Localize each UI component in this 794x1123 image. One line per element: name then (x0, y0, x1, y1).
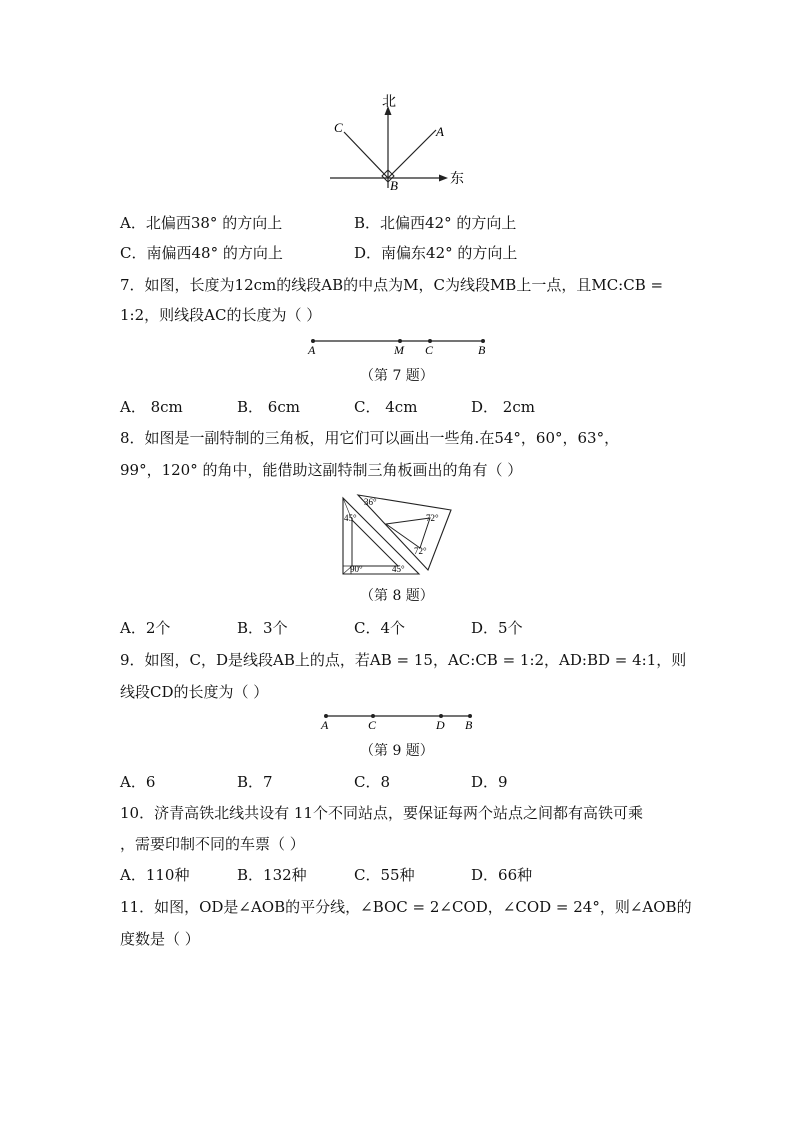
q8-option-d: D．5个 (471, 619, 523, 637)
q9-point-c: C (368, 718, 377, 732)
angle-label-90: 90° (350, 564, 363, 574)
q6-option-a: A．北偏西38° 的方向上 (120, 214, 283, 232)
point-c-label: C (334, 120, 343, 135)
q7-option-a: A． 8cm (120, 398, 183, 416)
q9-point-b: B (465, 718, 473, 732)
q7-text-line1: 7．如图，长度为12cm的线段AB的中点为M，C为线段MB上一点，且MC:CB = (120, 276, 664, 294)
q10-text-line1: 10．济青高铁北线共设有 11个不同站点，要保证每两个站点之间都有高铁可乘 (120, 804, 643, 822)
angle-label-36: 36° (364, 497, 377, 507)
compass-figure (320, 90, 480, 200)
east-label: 东 (450, 172, 464, 187)
q7-point-c: C (425, 343, 434, 357)
q10-option-a: A．110种 (120, 866, 190, 884)
angle-label-45-bottom: 45° (392, 564, 405, 574)
q6-option-c: C．南偏西48° 的方向上 (120, 244, 283, 262)
segment-figure-q7 (300, 333, 500, 359)
q9-caption: （第 9 题） (360, 743, 434, 759)
point-b-label: B (390, 178, 398, 193)
q9-option-d: D．9 (471, 773, 508, 791)
q8-text-line2: 99°，120° 的角中，能借助这副特制三角板画出的角有（ ） (120, 461, 523, 479)
q7-text-line2: 1:2，则线段AC的长度为（ ） (120, 306, 322, 324)
angle-label-45-left: 45° (344, 513, 357, 523)
angle-label-72-bottom: 72° (414, 546, 427, 556)
q8-option-a: A．2个 (120, 619, 171, 637)
q7-point-a: A (308, 343, 316, 357)
q9-option-c: C．8 (354, 773, 391, 791)
q11-text-line1: 11．如图，OD是∠AOB的平分线，∠BOC = 2∠COD，∠COD = 24°，则∠AOB的 (120, 898, 692, 916)
q6-option-b: B．北偏西42° 的方向上 (354, 214, 517, 232)
q9-option-a: A．6 (120, 773, 156, 791)
q6-option-d: D．南偏东42° 的方向上 (354, 244, 518, 262)
triangle-rulers-figure (338, 490, 458, 578)
q10-option-b: B．132种 (237, 866, 307, 884)
q8-option-c: C．4个 (354, 619, 406, 637)
north-label: 北 (382, 95, 396, 110)
q10-text-line2: ，需要印制不同的车票（ ） (120, 835, 305, 853)
q10-option-d: D．66种 (471, 866, 533, 884)
q7-option-b: B． 6cm (237, 398, 300, 416)
q8-caption: （第 8 题） (360, 588, 434, 604)
point-a-label: A (436, 124, 444, 139)
q9-point-a: A (321, 718, 329, 732)
segment-figure-q9 (315, 708, 485, 734)
q8-option-b: B．3个 (237, 619, 288, 637)
q9-text-line2: 线段CD的长度为（ ） (120, 683, 269, 701)
q11-text-line2: 度数是（ ） (120, 930, 200, 948)
q10-option-c: C．55种 (354, 866, 415, 884)
q7-caption: （第 7 题） (360, 368, 434, 384)
q9-option-b: B．7 (237, 773, 273, 791)
q8-text-line1: 8．如图是一副特制的三角板，用它们可以画出一些角.在54°，60°，63°， (120, 429, 620, 447)
q7-point-m: M (394, 343, 404, 357)
q7-option-c: C． 4cm (354, 398, 418, 416)
angle-label-72-top: 72° (426, 513, 439, 523)
q7-point-b: B (478, 343, 486, 357)
q9-point-d: D (436, 718, 445, 732)
q7-option-d: D． 2cm (471, 398, 535, 416)
q9-text-line1: 9．如图，C，D是线段AB上的点，若AB = 15，AC:CB = 1:2，AD:BD = 4:1，则 (120, 651, 687, 669)
